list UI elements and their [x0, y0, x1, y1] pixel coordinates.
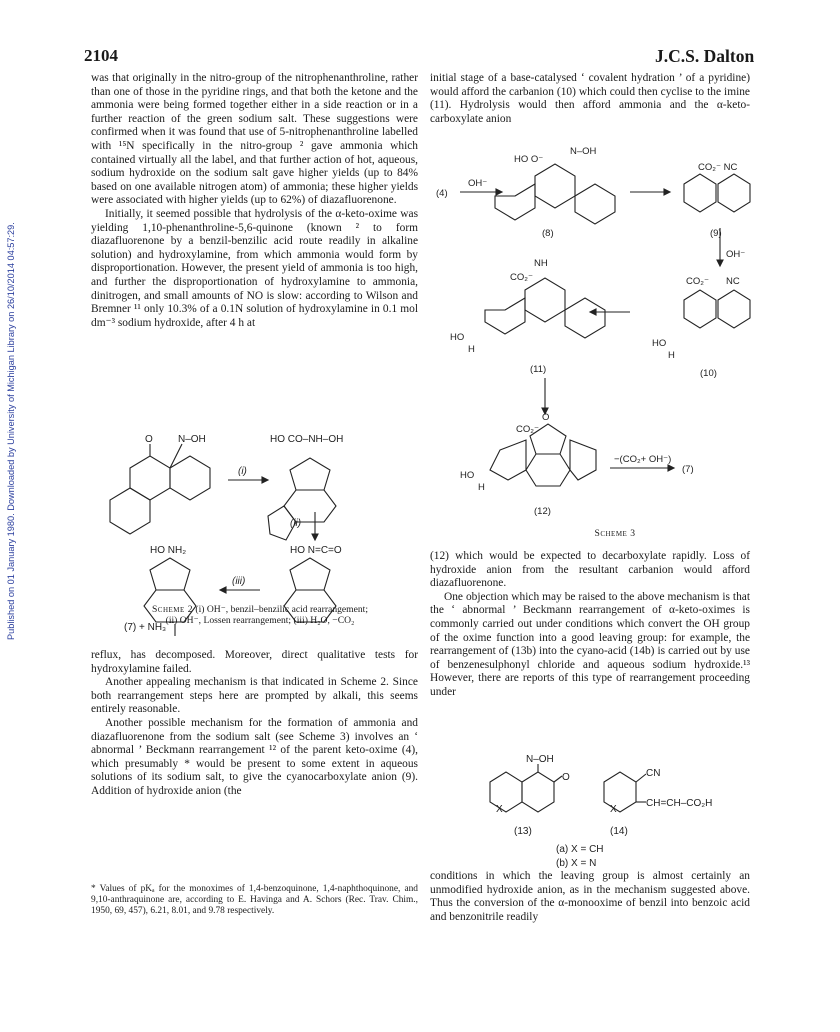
label-oh-2: OH⁻: [726, 249, 746, 260]
label-x-14: X: [610, 804, 617, 815]
right-column-bottom: conditions in which the leaving group is almost certainly an unmodified hydroxide anion, as in the mechanism suggested above. Thus the conversion of the α-monooxime of benzil into benzoic acid and benzonitrile readily: [430, 870, 750, 923]
label-iii: (iii): [232, 576, 246, 587]
scheme-2-caption-line1: (i) OH⁻, benzil–benzilic acid rearrangement;: [195, 604, 369, 615]
label-10: (10): [700, 368, 717, 379]
ring: [170, 456, 210, 500]
scheme-2-title: Scheme 2: [151, 604, 193, 615]
label-n-oh: N–OH: [570, 146, 597, 157]
label-co2-11: CO₂⁻: [510, 272, 533, 283]
scheme-2-caption: [100, 604, 420, 626]
label-hoco: HO CO–NH–OH: [270, 434, 344, 445]
label-a: (a) X = CH: [556, 844, 604, 855]
paragraph: Another possible mechanism for the formation of ammonia and diazafluorenone from the sodium salt (see Scheme 3) involves an ‘ abnormal ’ Beckmann rearrangement ¹² of the parent keto-oxime (4), which presumably * would be present to some extent in aqueous solutions of its sodium salt, to give the cyanocarboxylate anion (9). Addition of hydroxide anion (the: [91, 716, 418, 797]
label-nh: NH: [534, 258, 548, 269]
paragraph: (12) which would be expected to decarboxylate rapidly. Loss of hydroxide anion from the resultant carbanion would afford diazafluorenone.: [430, 550, 750, 590]
paragraph: One objection which may be raised to the above mechanism is that the ‘ abnormal ’ Beckmann rearrangement of α-keto-oximes is commonly carried out under conditions which convert the OH group of the oxime function into a good leaving group: for example, the rearrangement of (13b) into the cyano-acid (14b) is carried out by use of benzenesulphonyl chloride and aqueous sodium hydroxide.¹³ However, there are reports of this type of rearrangement proceeding under: [430, 590, 750, 698]
label-honco: HO N=C=O: [290, 545, 342, 556]
footnote: * Values of pKₐ for the monoximes of 1,4-benzoquinone, 1,4-naphthoquinone, and 9,10-anthraquinone are, according to E. Havinga and A. Schors (Rec. Trav. Chim., 1950, 69, 457), 6.21, 8.01, and 9.78 respectively.: [91, 884, 418, 916]
label-7: (7): [682, 464, 694, 475]
label-nc: NC: [726, 276, 740, 287]
label-12: (12): [534, 506, 551, 517]
label-x-13: X: [496, 804, 503, 815]
label-o-12: O: [542, 412, 550, 423]
label-oh: OH⁻: [468, 178, 488, 189]
label-noh: N–OH: [178, 434, 206, 445]
paragraph: reflux, has decomposed. Moreover, direct qualitative tests for hydroxylamine failed.: [91, 649, 418, 675]
label-4: (4): [436, 188, 448, 199]
left-column-bottom: [91, 649, 418, 799]
page-number: 2104: [84, 46, 118, 65]
label-9: (9): [710, 228, 722, 239]
left-column-top: [91, 72, 418, 330]
label-co2nc: CO₂⁻ NC: [698, 162, 738, 173]
label-14: (14): [610, 826, 628, 837]
label-o-13: O: [562, 772, 570, 783]
label-i: (i): [238, 466, 247, 477]
ring: [110, 488, 150, 534]
scheme-2-product: (7) + NH₃: [124, 622, 167, 633]
journal-title: J.C.S. Dalton: [655, 46, 755, 66]
label-ho-o: HO O⁻: [514, 154, 544, 165]
right-column-top: initial stage of a base-catalysed ‘ covalent hydration ’ of a pyridine) would afford the carbanion (10) which could then cyclise to the imine (11). Hydrolysis would then afford ammonia and the α-keto-carboxylate anion: [430, 72, 750, 125]
label-noh-13: N–OH: [526, 754, 554, 765]
label-h-12: H: [478, 482, 485, 493]
label-11: (11): [530, 364, 547, 375]
label-co2-12: CO₂⁻: [516, 424, 539, 435]
ring: [130, 456, 170, 500]
label-h: H: [668, 350, 675, 361]
label-loss: −(CO₂+ OH⁻): [614, 454, 672, 465]
structures-13-14-figure: [470, 754, 730, 870]
label-b: (b) X = N: [556, 858, 597, 869]
scheme-3-caption: [580, 528, 650, 539]
paragraph: Another appealing mechanism is that indicated in Scheme 2. Since both rearrangement steps here are prompted by alkali, this seems entirely reasonable.: [91, 676, 418, 716]
provenance-note: Published on 01 January 1980. Downloaded by University of Michigan Library on 26/10/2014 04:57:29.: [6, 222, 16, 640]
paragraph: was that originally in the nitro-group of the nitrophenanthroline, rather than one of those in the pyridine rings, and that both the ketone and the ammonia were being formed together either in a side reaction or in a further reaction of the green sodium salt. These suggestions were confirmed when it was found that use of 5-nitrophenanthroline labelled with ¹⁵N specifically in the nitro-group ² gave ammonia which contained virtually all the label, and that further action of hot, aqueous, sodium hydroxide on the sodium salt gave higher yields (up to 84% based on one available nitrogen atom) of ammonia; these higher yields were associated with higher yields (up to 62%) of diazafluorenone.: [91, 72, 418, 207]
paragraph: Initially, it seemed possible that hydrolysis of the α-keto-oxime was yielding 1,10-phenanthroline-5,6-quinone (known ² to form diazafluorenone by a benzil-benzilic acid route readily in alkaline solution) and hydroxylamine, from which ammonia would form by disproportionation. However, the present yield of ammonia is too high, and further the disproportionation of hydroxylamine to ammonia, dinitrogen, and small amounts of NO is slow: according to Wilson and Bremner ¹¹ only 10.3% of a 0.1N solution of hydroxylamine in 0.1 mol dm⁻³ sodium hydroxide, after 4 h at: [91, 207, 418, 329]
label-co2: CO₂⁻: [686, 276, 709, 287]
label-8: (8): [542, 228, 554, 239]
label-ii: (ii): [290, 518, 302, 529]
label-chain: CH=CH–CO₂H: [646, 798, 713, 809]
scheme-3-figure: [430, 140, 760, 520]
label-honh2: HO NH₂: [150, 545, 187, 556]
scheme-2-caption-line2: (ii) OH⁻, Lossen rearrangement; (iii) H₂O, −CO₂: [165, 615, 355, 626]
label-ho: HO: [652, 338, 667, 349]
label-13: (13): [514, 826, 532, 837]
label-h-11: H: [468, 344, 475, 355]
label-ho-11: HO: [450, 332, 465, 343]
scheme-3-title: Scheme 3: [594, 528, 636, 539]
label-o: O: [145, 434, 153, 445]
label-ho-12: HO: [460, 470, 475, 481]
right-column-middle: [430, 550, 750, 700]
label-cn: CN: [646, 768, 661, 779]
